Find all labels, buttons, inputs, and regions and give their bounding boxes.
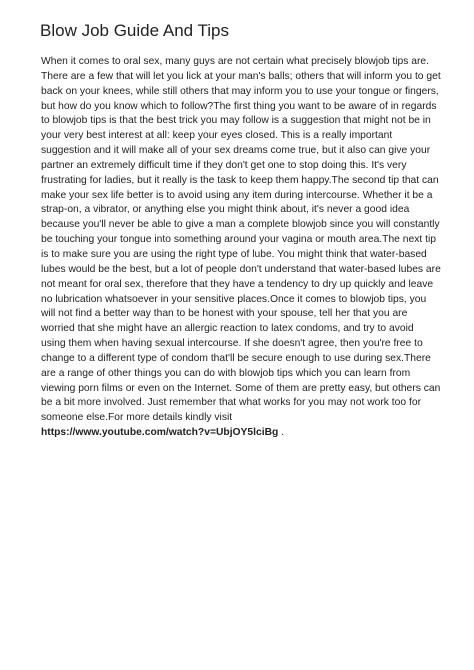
body-paragraph: When it comes to oral sex, many guys are not certain what precisely blowjob tips are. There are a few that will let you lick at your man's balls; others that will inform you to get back on your knees, while still others that may inform you to use your tongue or fingers, but how do you know which to follow?The first thing you want to be aware of in regards to blowjob tips is that the best trick you may follow is a suggestion that might not be in your very best interest at all: keep your eyes closed. This is a really important suggestion and it will make all of your sex dreams come true, but it also can give your partner an extremely difficult time if they don't get one to stop doing this. It's very frustrating for ladies, but it really is the task to keep them happy.The second tip that can make your sex life better is to avoid using any item during intercourse. Whether it be a strap-on, a vibrator, or anything else you might think about, it's never a good idea because you'll never be able to give a man a complete blowjob since you will constantly be touching your tongue into something around your vagina or mouth area.The next tip is to make sure you are using the right type of lube. You might think that water-based lubes would be the best, but a lot of people don't understand that water-based lubes are not meant for oral sex, therefore that they have a tendency to dry up quickly and leave no lubrication whatsoever in your sensitive places.Once it comes to blowjob tips, you will not find a better way than to be honest with your spouse, tell her that you are worried that she might have an allergic reaction to latex condoms, and try to avoid using them when having sexual intercourse. If she doesn't agree, then you're free to change to a different type of condom that'll be secure enough to use during sex.There are a range of other things you can do with blowjob tips which you can learn from viewing porn films or even on the Internet. Some of them are pretty easy, but others can be a bit more involved. Just remember that what works for you may not work too for someone else.For more details kindly visit <box>41 56 441 424</box>
link-trailing-period: . <box>278 427 285 439</box>
document-title: Blow Job Guide And Tips <box>40 21 230 40</box>
document-body <box>41 55 441 441</box>
youtube-link[interactable]: https://www.youtube.com/watch?v=UbjOY5lciBg <box>41 427 279 439</box>
